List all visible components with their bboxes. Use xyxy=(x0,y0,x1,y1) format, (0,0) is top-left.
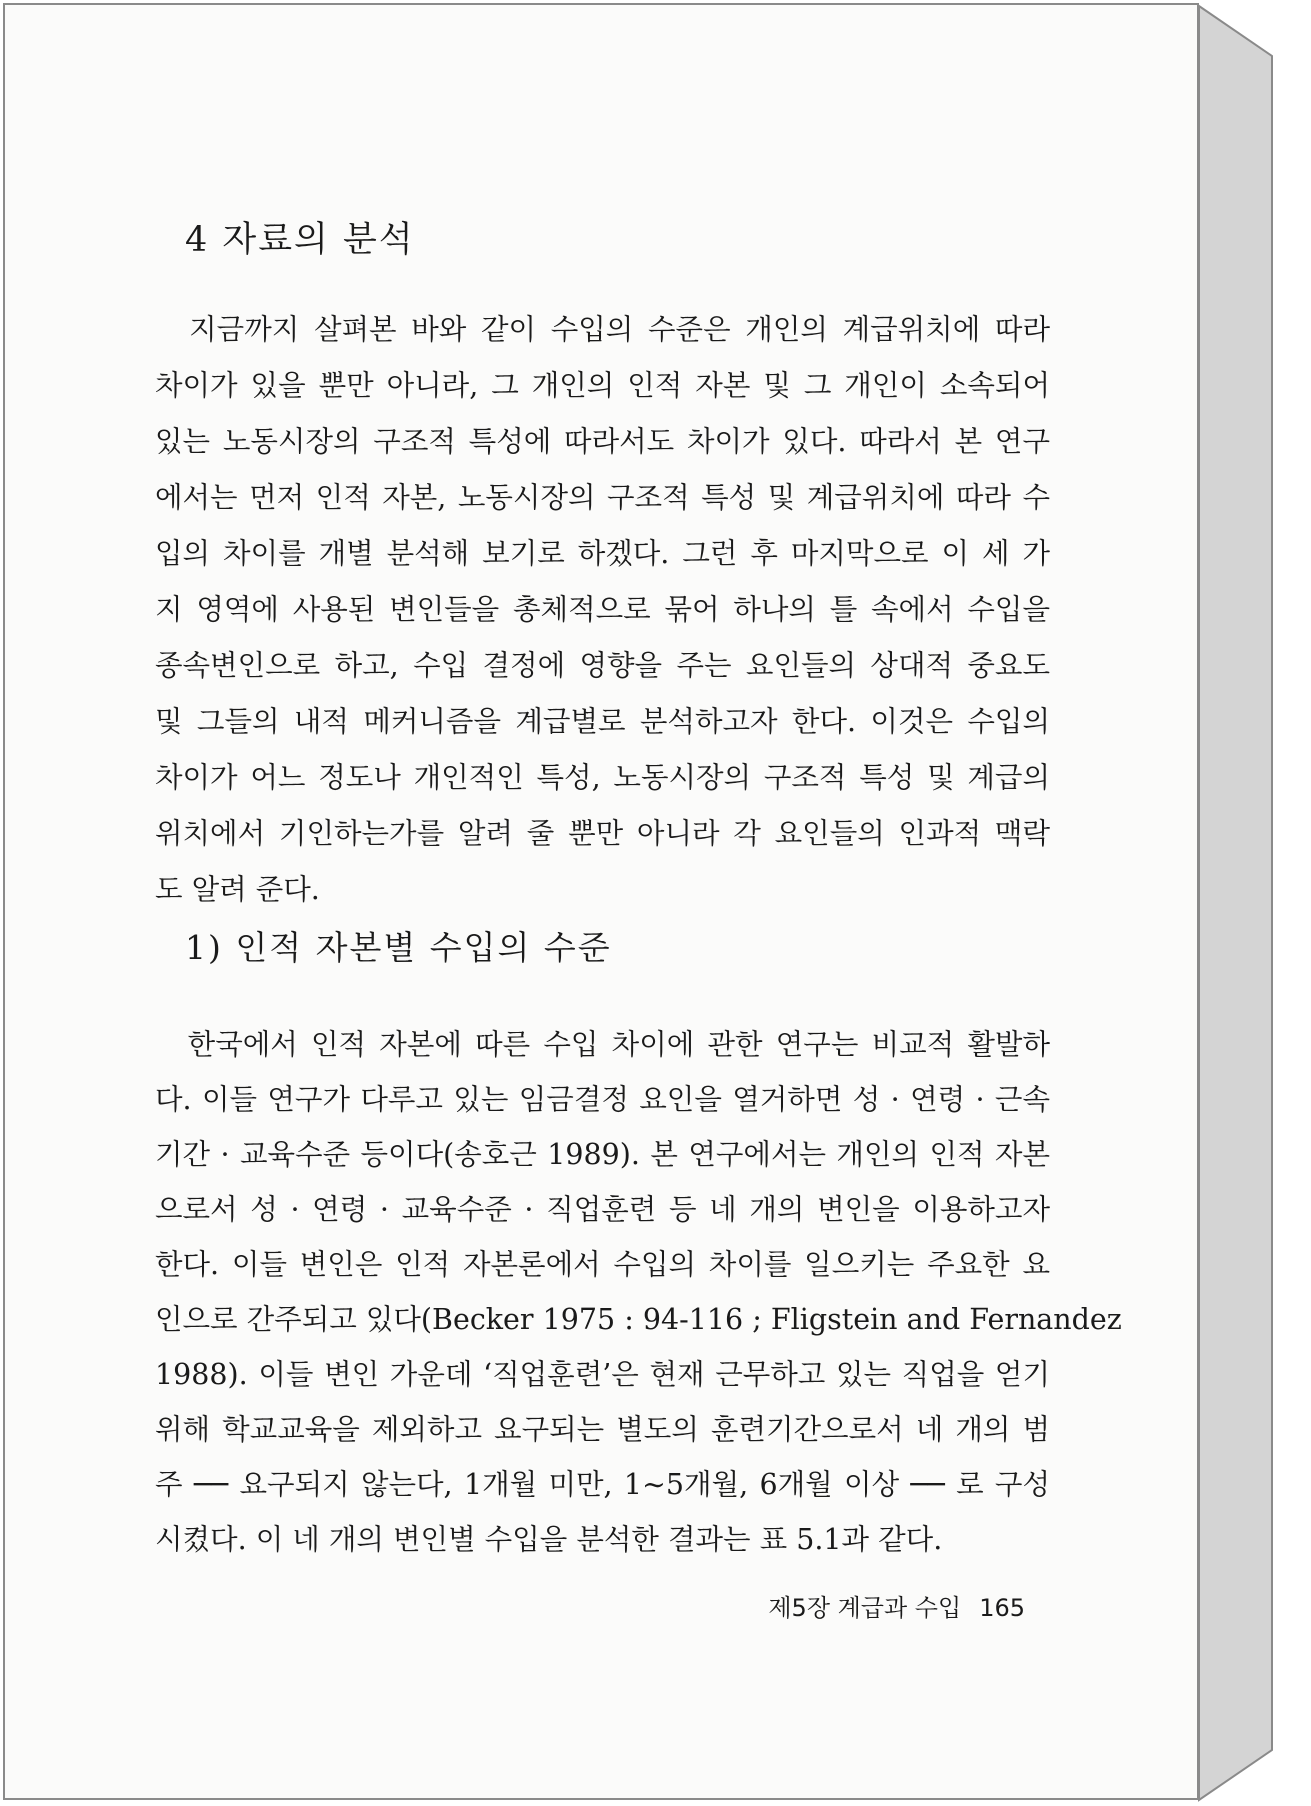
text-line: 인으로 간주되고 있다(Becker 1975 : 94-116 ; Fligstein and Fernandez xyxy=(155,1303,1122,1336)
spine-face xyxy=(1199,6,1272,1800)
text-line: 지금까지 살펴본 바와 같이 수입의 수준은 개인의 계급위치에 따라 xyxy=(155,313,1050,346)
section-title: 4 자료의 분석 xyxy=(185,220,415,260)
text-line: 종속변인으로 하고, 수입 결정에 영향을 주는 요인들의 상대적 중요도 xyxy=(155,649,1050,682)
text-line: 주 ── 요구되지 않는다, 1개월 미만, 1∼5개월, 6개월 이상 ── 로 구성 xyxy=(155,1468,1050,1501)
text-line: 한국에서 인적 자본에 따른 수입 차이에 관한 연구는 비교적 활발하 xyxy=(155,1028,1050,1061)
text-line: 있는 노동시장의 구조적 특성에 따라서도 차이가 있다. 따라서 본 연구 xyxy=(155,425,1050,458)
text-line: 기간 · 교육수준 등이다(송호근 1989). 본 연구에서는 개인의 인적 자본 xyxy=(155,1138,1050,1171)
running-footer xyxy=(155,1588,1025,1623)
text-line: 시켰다. 이 네 개의 변인별 수입을 분석한 결과는 표 5.1과 같다. xyxy=(155,1523,943,1556)
chapter-title: 제5장 계급과 수입 xyxy=(768,1594,962,1622)
text-line: 다. 이들 연구가 다루고 있는 임금결정 요인을 열거하면 성 · 연령 · 근속 xyxy=(155,1083,1050,1116)
paragraph-intro xyxy=(155,302,1050,918)
text-line: 및 그들의 내적 메커니즘을 계급별로 분석하고자 한다. 이것은 수입의 xyxy=(155,705,1050,738)
text-line: 1988). 이들 변인 가운데 ‘직업훈련’은 현재 근무하고 있는 직업을 얻기 xyxy=(155,1358,1050,1391)
text-line: 차이가 어느 정도나 개인적인 특성, 노동시장의 구조적 특성 및 계급의 xyxy=(155,761,1050,794)
text-line: 지 영역에 사용된 변인들을 총체적으로 묶어 하나의 틀 속에서 수입을 xyxy=(155,593,1050,626)
text-line: 위해 학교교육을 제외하고 요구되는 별도의 훈련기간으로서 네 개의 범 xyxy=(155,1413,1050,1446)
text-line: 위치에서 기인하는가를 알려 줄 뿐만 아니라 각 요인들의 인과적 맥락 xyxy=(155,817,1050,850)
text-line: 입의 차이를 개별 분석해 보기로 하겠다. 그런 후 마지막으로 이 세 가 xyxy=(155,537,1050,570)
text-line: 차이가 있을 뿐만 아니라, 그 개인의 인적 자본 및 그 개인이 소속되어 xyxy=(155,369,1050,402)
text-line: 도 알려 준다. xyxy=(155,873,320,906)
page-number: 165 xyxy=(979,1594,1025,1622)
subsection-title: 1) 인적 자본별 수입의 수준 xyxy=(185,928,612,967)
text-line: 한다. 이들 변인은 인적 자본론에서 수입의 차이를 일으키는 주요한 요 xyxy=(155,1248,1050,1281)
text-line: 으로서 성 · 연령 · 교육수준 · 직업훈련 등 네 개의 변인을 이용하고자 xyxy=(155,1193,1050,1226)
text-line: 에서는 먼저 인적 자본, 노동시장의 구조적 특성 및 계급위치에 따라 수 xyxy=(155,481,1050,514)
paragraph-human-capital xyxy=(155,1017,1122,1567)
